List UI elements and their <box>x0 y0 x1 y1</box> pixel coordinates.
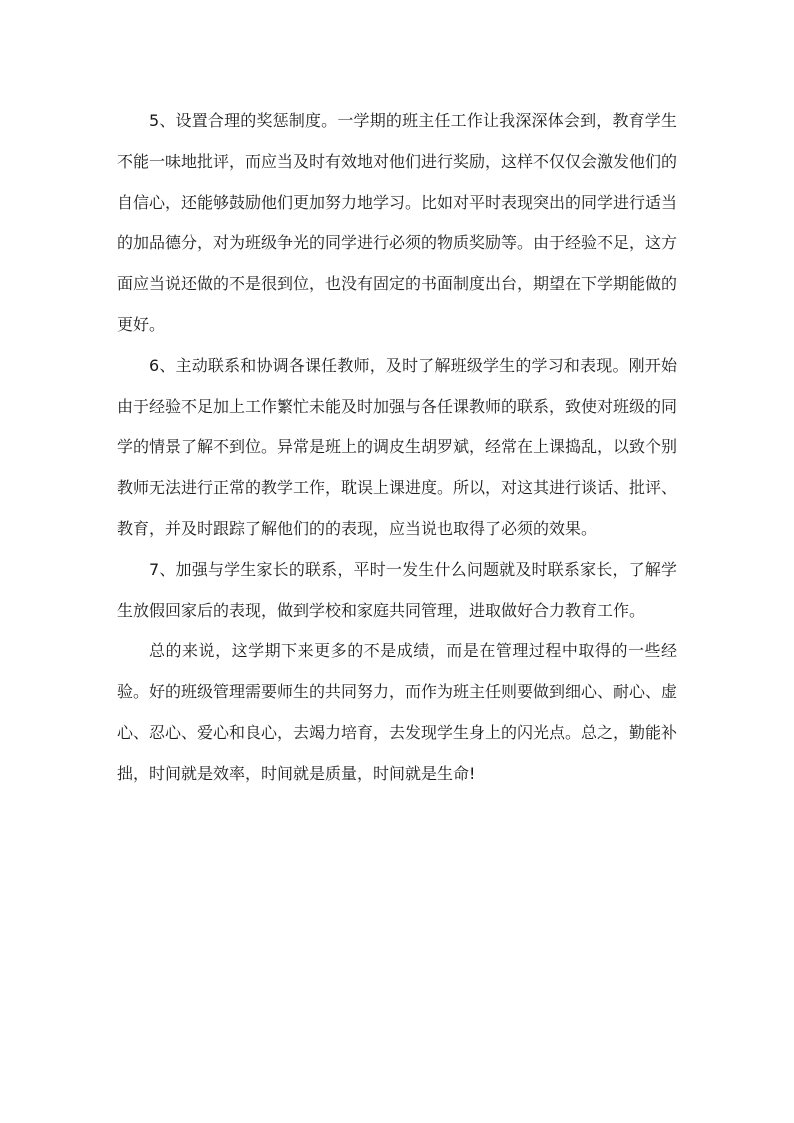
paragraph-parent-contact: 7、加强与学生家长的联系，平时一发生什么问题就及时联系家长，了解学生放假回家后的表现，做到学校和家庭共同管理，进取做好合力教育工作。 <box>117 559 677 620</box>
paragraph-reward-punishment: 5、设置合理的奖惩制度。一学期的班主任工作让我深深体会到，教育学生不能一味地批评，而应当及时有效地对他们进行奖励，这样不仅仅会激发他们的自信心，还能够鼓励他们更加努力地学习。比如对平时表现突出的同学进行适当的加品德分，对为班级争光的同学进行必须的物质奖励等。由于经验不足，这方面应当说还做的不是很到位，也没有固定的书面制度出台，期望在下学期能做的更好。 <box>117 111 678 334</box>
document-body <box>117 101 677 795</box>
paragraph-summary: 总的来说，这学期下来更多的不是成绩，而是在管理过程中取得的一些经验。好的班级管理需要师生的共同努力，而作为班主任则要做到细心、耐心、虚心、忍心、爱心和良心，去竭力培育，去发现学生身上的闪光点。总之，勤能补拙，时间就是效率，时间就是质量，时间就是生命! <box>117 641 678 783</box>
paragraph-teacher-coordination: 6、主动联系和协调各课任教师，及时了解班级学生的学习和表现。刚开始由于经验不足加上工作繁忙未能及时加强与各任课教师的联系，致使对班级的同学的情景了解不到位。异常是班上的调皮生胡罗斌，经常在上课捣乱，以致个别教师无法进行正常的教学工作，耽误上课进度。所以，对这其进行谈话、批评、教育，并及时跟踪了解他们的的表现，应当说也取得了必须的效果。 <box>117 355 678 538</box>
